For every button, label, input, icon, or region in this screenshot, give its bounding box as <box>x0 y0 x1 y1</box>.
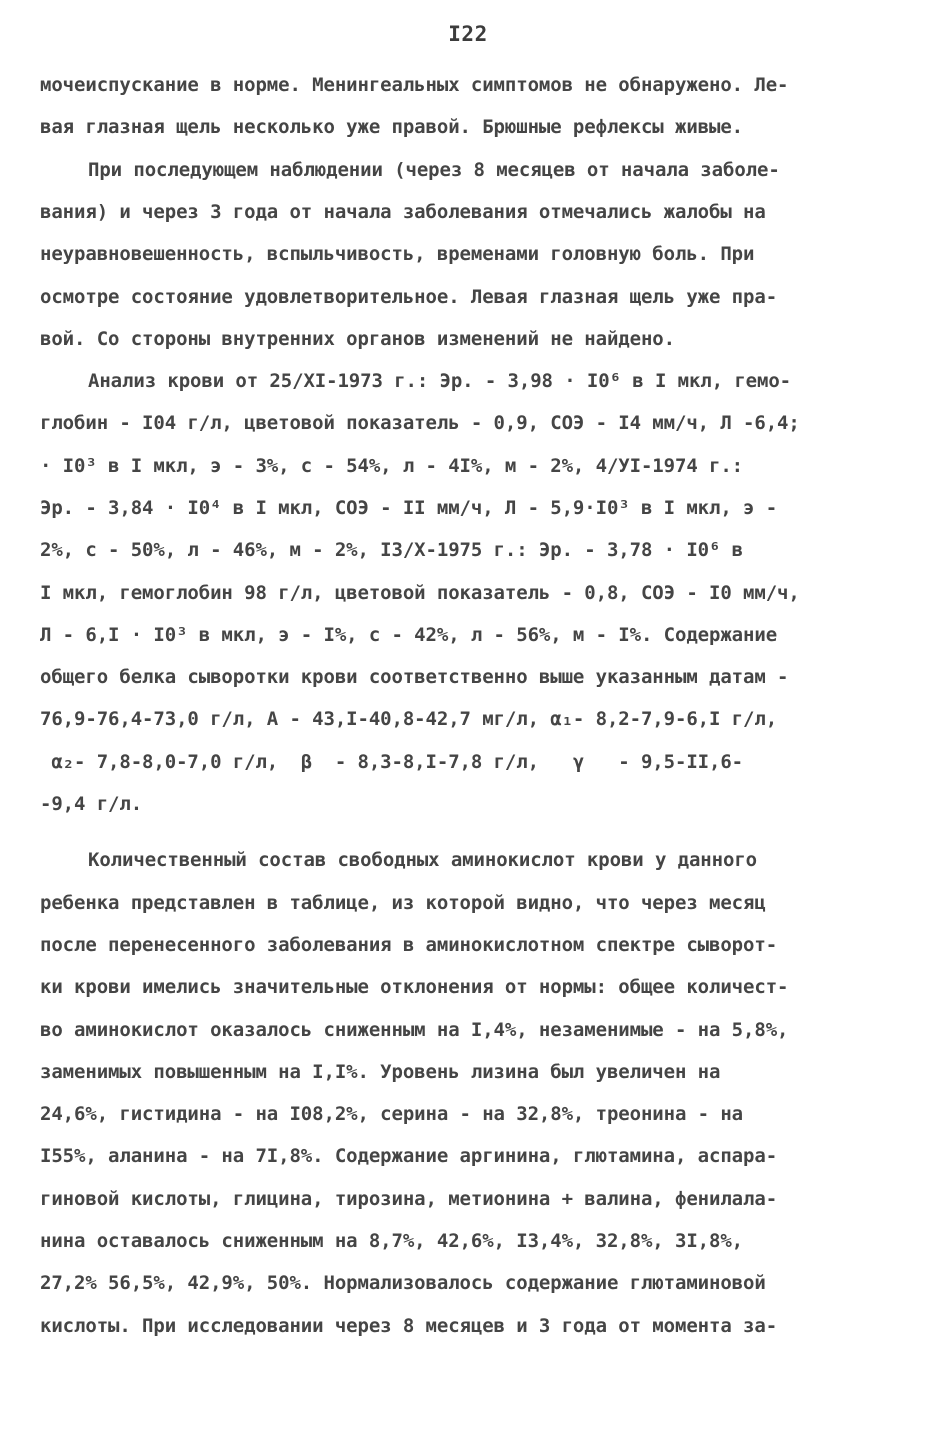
text-line: вой. Со стороны внутренних органов изменений не найдено. <box>40 328 675 350</box>
text-line: 27,2% 56,5%, 42,9%, 50%. Нормализовалось содержание глютаминовой <box>40 1272 766 1294</box>
text-line: осмотре состояние удовлетворительное. Левая глазная щель уже пра- <box>40 286 778 308</box>
text-line: 76,9-76,4-73,0 г/л, А - 43,I-40,8-42,7 мг/л, α₁- 8,2-7,9-6,I г/л, <box>40 708 778 730</box>
text-line: · I0³ в I мкл, э - 3%, с - 54%, л - 4I%, м - 2%, 4/УI-1974 г.: <box>40 455 744 477</box>
text-line: общего белка сыворотки крови соответственно выше указанным датам - <box>40 666 789 688</box>
page-number: I22 <box>448 22 488 46</box>
text-line: вая глазная щель несколько уже правой. Брюшные рефлексы живые. <box>40 116 744 138</box>
text-line: I мкл, гемоглобин 98 г/л, цветовой показатель - 0,8, СОЭ - I0 мм/ч, <box>40 582 800 604</box>
text-line: после перенесенного заболевания в аминокислотном спектре сыворот- <box>40 934 778 956</box>
text-line: мочеиспускание в норме. Менингеальных симптомов не обнаружено. Ле- <box>40 74 789 96</box>
text-line: ки крови имелись значительные отклонения от нормы: общее количест- <box>40 976 789 998</box>
text-line: гиновой кислоты, глицина, тирозина, метионина + валина, фенилала- <box>40 1188 778 1210</box>
paragraph-first-line: Анализ крови от 25/XI-1973 г.: Эр. - 3,98 · I0⁶ в I мкл, гемо- <box>88 370 792 392</box>
text-line: ребенка представлен в таблице, из которой видно, что через месяц <box>40 892 766 914</box>
text-line: I55%, аланина - на 7I,8%. Содержание аргинина, глютамина, аспара- <box>40 1145 778 1167</box>
paragraph-first-line: При последующем наблюдении (через 8 месяцев от начала заболе- <box>88 159 780 181</box>
text-line: -9,4 г/л. <box>40 793 143 815</box>
text-line: кислоты. При исследовании через 8 месяцев и 3 года от момента за- <box>40 1315 778 1337</box>
text-line: 2%, с - 50%, л - 46%, м - 2%, I3/X-1975 г.: Эр. - 3,78 · I0⁶ в <box>40 539 744 561</box>
text-line: во аминокислот оказалось сниженным на I,4%, незаменимые - на 5,8%, <box>40 1019 789 1041</box>
text-line: глобин - I04 г/л, цветовой показатель - 0,9, СОЭ - I4 мм/ч, Л -6,4; <box>40 412 800 434</box>
text-line: заменимых повышенным на I,I%. Уровень лизина был увеличен на <box>40 1061 721 1083</box>
text-line: 24,6%, гистидина - на I08,2%, серина - на 32,8%, треонина - на <box>40 1103 744 1125</box>
paragraph-first-line: Количественный состав свободных аминокислот крови у данного <box>88 849 757 871</box>
text-line: Эр. - 3,84 · I0⁴ в I мкл, СОЭ - II мм/ч, Л - 5,9·I0³ в I мкл, э - <box>40 497 778 519</box>
text-line: Л - 6,I · I0³ в мкл, э - I%, с - 42%, л - 56%, м - I%. Содержание <box>40 624 778 646</box>
text-line: α₂- 7,8-8,0-7,0 г/л, β - 8,3-8,I-7,8 г/л, γ - 9,5-II,6- <box>40 751 744 773</box>
text-line: неуравновешенность, вспыльчивость, временами головную боль. При <box>40 243 755 265</box>
text-line: вания) и через 3 года от начала заболевания отмечались жалобы на <box>40 201 766 223</box>
text-line: нина оставалось сниженным на 8,7%, 42,6%, I3,4%, 32,8%, 3I,8%, <box>40 1230 744 1252</box>
